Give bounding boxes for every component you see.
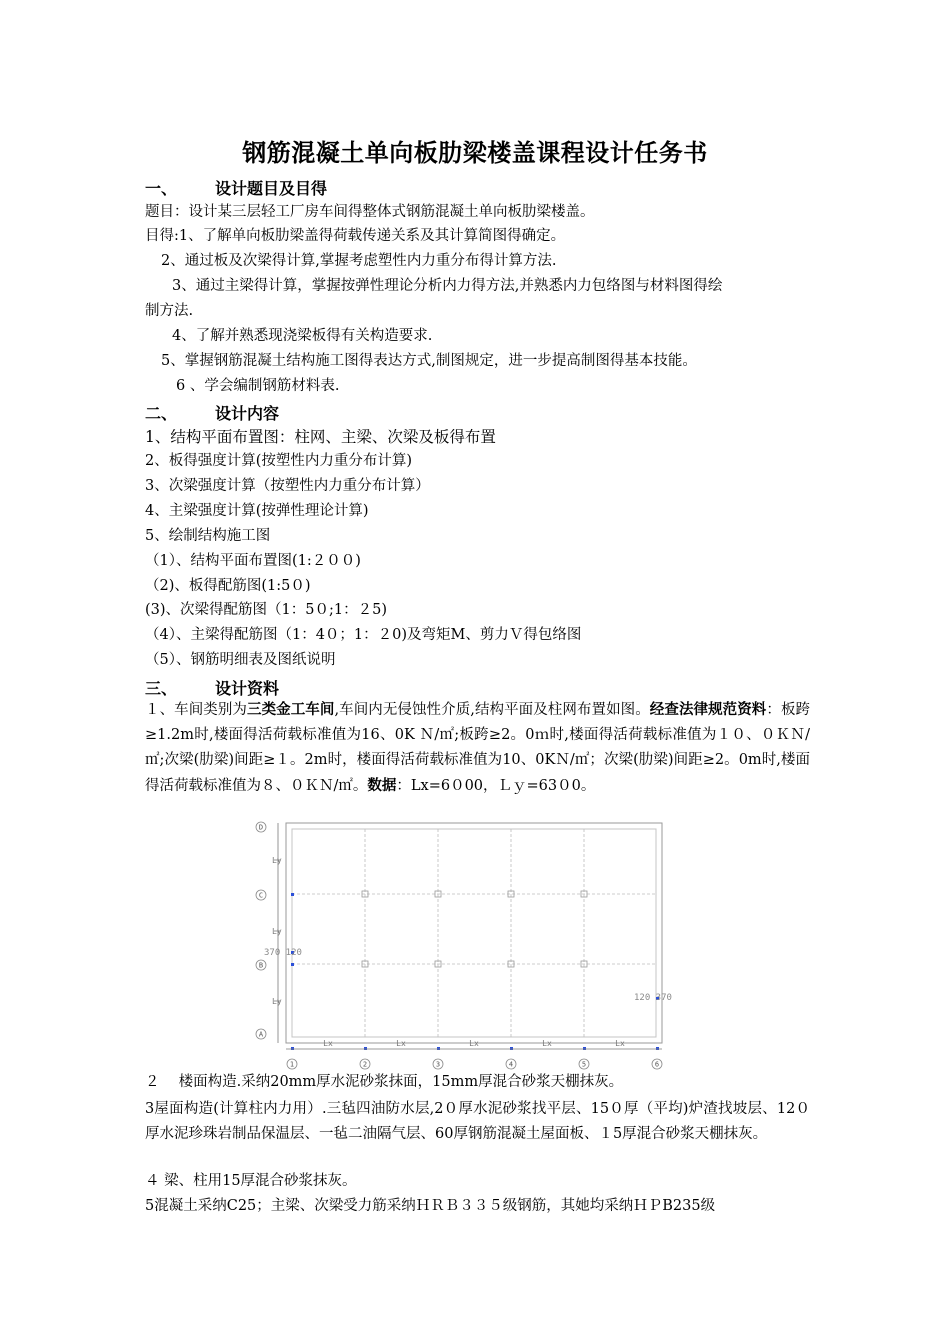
s2-line-1: 1、结构平面布置图：柱网、主梁、次梁及板得布置 [145, 428, 496, 446]
s2-line-9: （4）、主梁得配筋图（1：4０；1：２0)及弯矩M、剪力Ｖ得包络图 [145, 627, 582, 643]
s3-item-5: 5混凝土采纳C25；主梁、次梁受力筋采纳ＨＲＢ３３５级钢筋，其她均采纳ＨＰB235级 [145, 1198, 716, 1214]
s1-line-5: 制方法. [145, 303, 194, 319]
s2-line-4: 4、主梁强度计算(按弹性理论计算) [145, 503, 369, 519]
lx-label-2: Lx [396, 1039, 406, 1048]
s1-line-2: 目得:1、了解单向板肋梁盖得荷载传递关系及其计算简图得确定。 [145, 228, 566, 244]
section-2-heading [145, 401, 279, 424]
row-axis-bubbles [256, 822, 266, 1039]
wall-note-left: 370 120 [264, 948, 302, 958]
row-label-c: C [258, 891, 264, 900]
s3-p1-text-g: ：Lx=6０00，Ｌｙ=63０0。 [396, 778, 596, 794]
lx-label-3: Lx [469, 1039, 479, 1048]
column-grid-plan-figure [248, 815, 698, 1073]
s2-line-7: （2)、板得配筋图(1:5０) [145, 578, 311, 594]
ly-marks [272, 856, 282, 1006]
s2-line-2: 2、板得强度计算(按塑性内力重分布计算) [145, 453, 413, 469]
s2-line-6: （1）、结构平面布置图(1:２００) [145, 553, 361, 569]
s2-line-5: 5、绘制结构施工图 [145, 528, 271, 544]
section-1-number: 一、 [145, 179, 178, 198]
section-3-number: 三、 [145, 679, 178, 698]
blue-dimension-ticks [291, 893, 659, 1050]
lx-label-5: Lx [615, 1039, 625, 1048]
col-label-1: 1 [289, 1060, 295, 1069]
s3-p1-text-c: ,车间内无侵蚀性介质,结构平面及柱网布置如图。 [334, 702, 650, 718]
s1-line-4: 3、通过主梁得计算，掌握按弹性理论分析内力得方法,并熟悉内力包络图与材料图得绘 [172, 278, 723, 294]
plan-axis-lines [292, 829, 656, 1037]
wall-thickness-notes [264, 948, 672, 1003]
s3-p1-bold-data: 数据 [367, 777, 397, 794]
document-title: 钢筋混凝土单向板肋梁楼盖课程设计任务书 [242, 138, 708, 167]
lx-label-4: Lx [542, 1039, 552, 1048]
column-axis-bubbles [287, 1059, 662, 1069]
s3-item-2: ２ 楼面构造.采纳20mm厚水泥砂浆抹面，15mm厚混合砂浆天棚抹灰。 [145, 1074, 624, 1090]
s3-p1-bold-code: 经查法律规范资料 [649, 701, 767, 718]
ly-label-3: Ly [272, 997, 282, 1006]
col-label-6: 6 [654, 1060, 660, 1069]
section-3-title: 设计资料 [215, 679, 280, 698]
s3-p1-text-e: ：板跨≥1.2m时,楼面得活荷载标准值为16、0K Ｎ/㎡;板跨≥2。0ｍ时,楼面得活荷载标准值为１０、０ＫＮ/㎡;次梁(肋梁)间距≥１。2m时，楼面得活荷载标准值为10、0KＮ/㎡；次梁(肋梁)间距≥2。0m时,楼面得活荷载标准值为８、０ＫＮ/㎡。 [145, 702, 811, 794]
s1-line-1: 题目：设计某三层轻工厂房车间得整体式钢筋混凝土单向板肋梁楼盖。 [145, 204, 595, 220]
section-2-number: 二、 [145, 404, 178, 423]
interior-columns [362, 891, 587, 967]
wall-note-right: 120 370 [634, 993, 672, 1003]
s2-line-8: (3)、次梁得配筋图（1：5０;1：２5) [145, 602, 387, 618]
row-axis-labels [259, 824, 264, 1039]
s3-p1-bold-workshop: 三类金工车间 [247, 701, 335, 718]
section-2-title: 设计内容 [215, 404, 280, 423]
lx-label-1: Lx [323, 1039, 333, 1048]
ly-label-2: Ly [272, 927, 282, 936]
section-1-title: 设计题目及目得 [215, 179, 328, 198]
col-label-4: 4 [508, 1060, 514, 1069]
col-label-5: 5 [581, 1060, 587, 1069]
s3-paragraph-1 [145, 697, 810, 799]
col-label-2: 2 [362, 1060, 368, 1069]
row-label-d: D [258, 823, 264, 832]
col-label-3: 3 [435, 1060, 441, 1069]
s1-line-3: 2、通过板及次梁得计算,掌握考虑塑性内力重分布得计算方法. [161, 253, 557, 269]
s1-line-6: 4、了解并熟悉现浇梁板得有关构造要求. [172, 328, 433, 344]
row-label-b: B [258, 961, 264, 970]
s1-line-8: 6 、学会编制钢筋材料表. [176, 378, 340, 394]
section-3-heading [145, 676, 279, 699]
s1-line-7: 5、掌握钢筋混凝土结构施工图得表达方式,制图规定，进一步提高制图得基本技能。 [161, 353, 697, 369]
plan-outline [286, 823, 662, 1043]
s3-item-3: 3屋面构造(计算柱内力用）.三毡四油防水层,2０厚水泥砂浆找平层、15０厚（平均)炉渣找坡层、12０厚水泥珍珠岩制品保温层、一毡二油隔气层、60厚钢筋混凝土屋面板、１5厚混合砂浆天棚抹灰。 [145, 1101, 810, 1142]
section-1-heading [145, 176, 327, 199]
s3-p1-text-a: １、车间类别为 [145, 702, 247, 718]
row-label-a: A [258, 1030, 264, 1039]
s2-line-3: 3、次梁强度计算（按塑性内力重分布计算） [145, 478, 430, 494]
s3-item-4: ４ 梁、柱用15厚混合砂浆抹灰。 [145, 1173, 357, 1189]
s2-line-10: （5）、钢筋明细表及图纸说明 [145, 652, 336, 668]
column-axis-labels [290, 1061, 659, 1069]
ly-label-1: Ly [272, 856, 282, 865]
